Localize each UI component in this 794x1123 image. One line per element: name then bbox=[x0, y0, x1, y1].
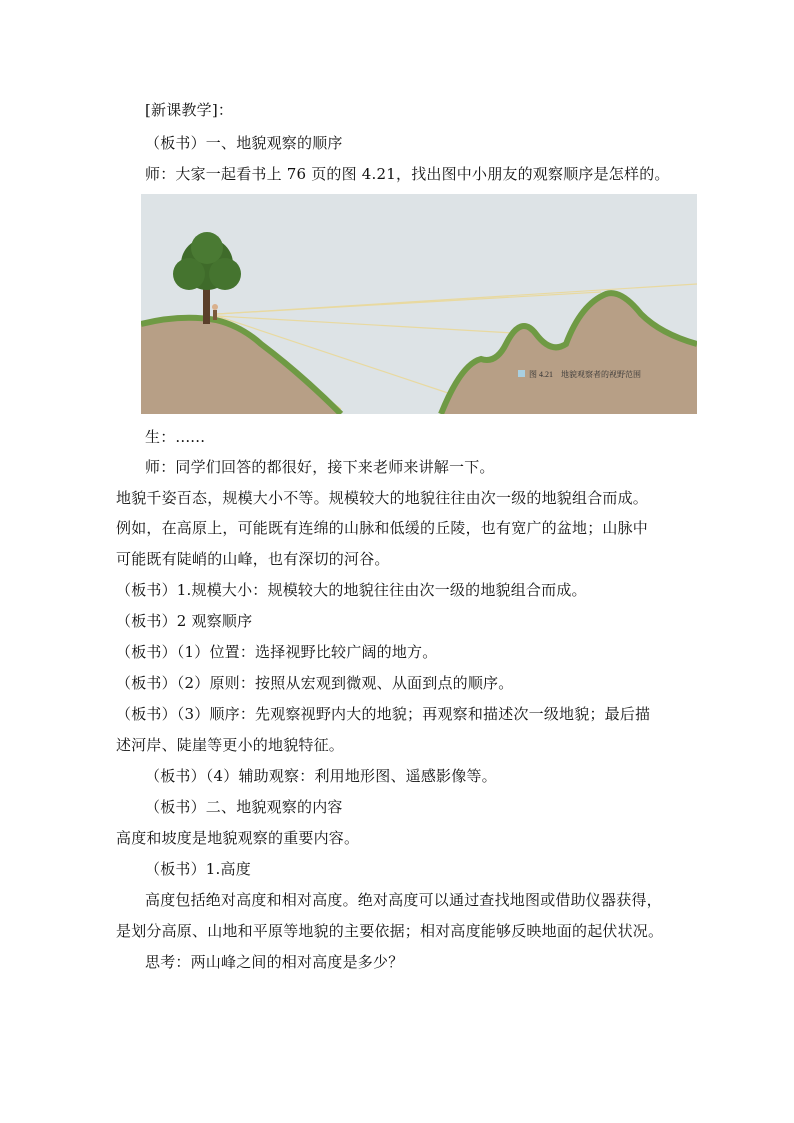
board-heading-2: （板书）二、地貌观察的内容 bbox=[145, 798, 343, 816]
paragraph-line: 高度和坡度是地貌观察的重要内容。 bbox=[116, 829, 360, 847]
tree-trunk bbox=[203, 284, 210, 324]
board-line: （板书）1.高度 bbox=[145, 860, 251, 878]
paragraph-line: 可能既有陡峭的山峰，也有深切的河谷。 bbox=[116, 550, 390, 568]
child-observer bbox=[213, 310, 217, 320]
question-line: 思考：两山峰之间的相对高度是多少？ bbox=[145, 953, 404, 971]
paragraph-line: 例如，在高原上，可能既有连绵的山脉和低缓的丘陵，也有宽广的盆地；山脉中 bbox=[116, 519, 649, 537]
board-line: （板书）（1）位置：选择视野比较广阔的地方。 bbox=[116, 643, 438, 661]
section-heading: [新课教学]： bbox=[145, 101, 234, 119]
board-line: （板书）1.规模大小：规模较大的地貌往往由次一级的地貌组合而成。 bbox=[116, 581, 587, 599]
paragraph-line: 地貌千姿百态，规模大小不等。规模较大的地貌往往由次一级的地貌组合而成。 bbox=[116, 489, 649, 507]
board-line: （板书）（4）辅助观察：利用地形图、遥感影像等。 bbox=[145, 767, 497, 785]
board-line: （板书）2 观察顺序 bbox=[116, 612, 253, 630]
paragraph-line: 是划分高原、山地和平原等地貌的主要依据；相对高度能够反映地面的起伏状况。 bbox=[116, 922, 664, 940]
landform-figure bbox=[141, 194, 697, 414]
board-heading-1: （板书）一、地貌观察的顺序 bbox=[145, 134, 343, 152]
figure-caption: 图 4.21 地貌观察者的视野范围 bbox=[529, 370, 641, 379]
teacher-line: 师：大家一起看书上 76 页的图 4.21，找出图中小朋友的观察顺序是怎样的。 bbox=[145, 165, 670, 183]
paragraph-line: 高度包括绝对高度和相对高度。绝对高度可以通过查找地图或借助仪器获得， bbox=[145, 891, 662, 909]
board-line: （板书）（3）顺序：先观察视野内大的地貌；再观察和描述次一级地貌；最后描 bbox=[116, 705, 651, 723]
board-line: （板书）（2）原则：按照从宏观到微观、从面到点的顺序。 bbox=[116, 674, 514, 692]
caption-marker bbox=[518, 370, 525, 377]
teacher-line-2: 师：同学们回答的都很好，接下来老师来讲解一下。 bbox=[145, 458, 495, 476]
board-line-cont: 述河岸、陡崖等更小的地貌特征。 bbox=[116, 736, 345, 754]
student-line: 生：...... bbox=[145, 428, 206, 446]
landform-illustration bbox=[141, 194, 697, 414]
